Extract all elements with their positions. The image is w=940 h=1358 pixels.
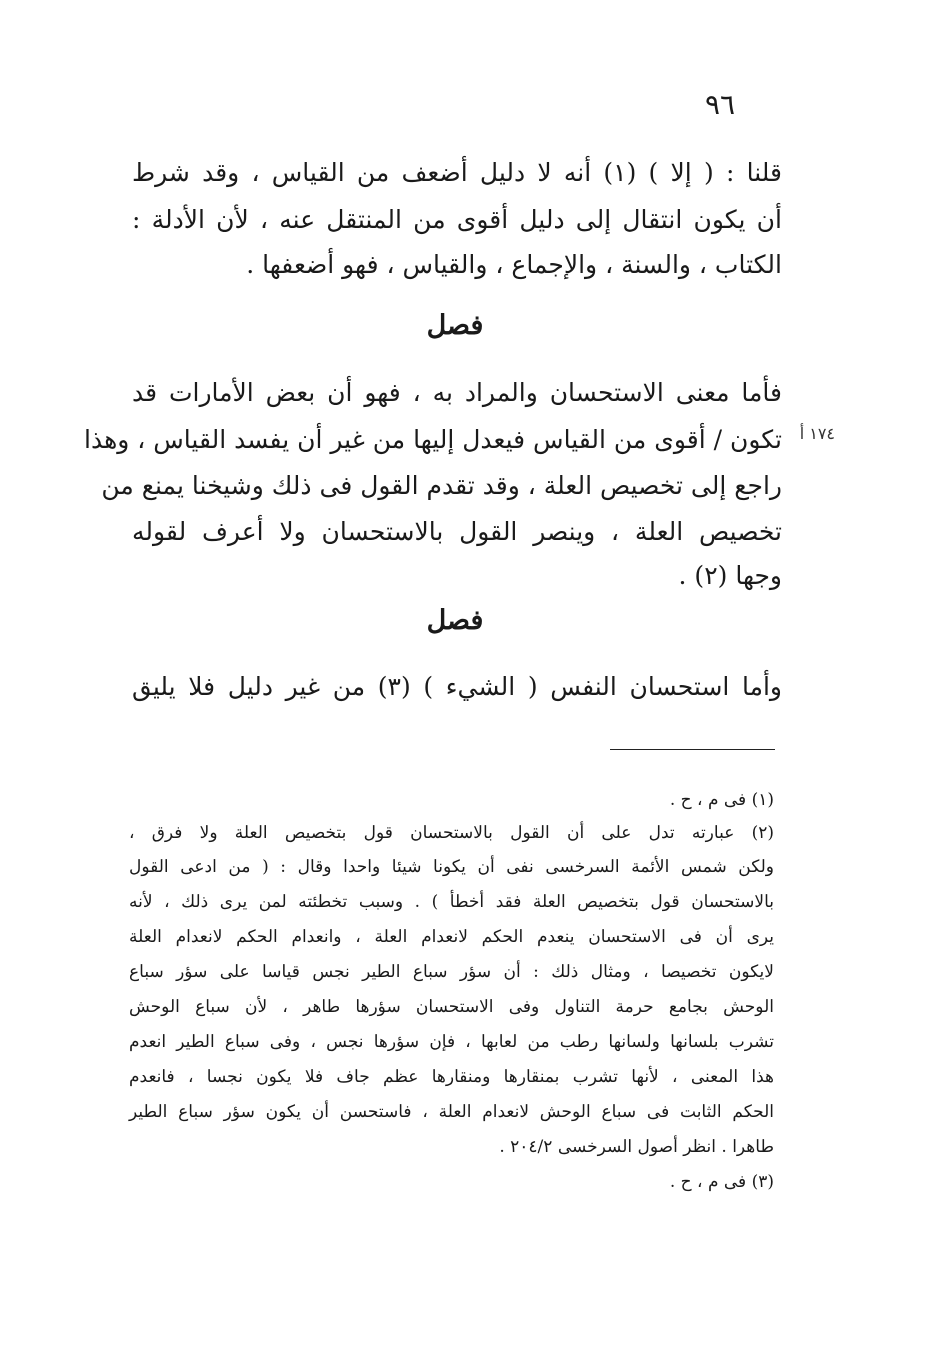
text-line: الكتاب ، والسنة ، والإجماع ، والقياس ، فهو أضعفها . xyxy=(246,250,782,279)
text-line: راجع إلى تخصيص العلة ، وقد تقدم القول فى ذلك وشيخنا يمنع من xyxy=(101,471,782,500)
footnote-line: هذا المعنى ، لأنها تشرب بمنقارها ومنقارها عظم جاف فلا يكون نجسا ، فانعدم xyxy=(129,1067,774,1087)
footnote-line: (١) فى م ، ح . xyxy=(669,790,774,810)
text-line: أن يكون انتقال إلى دليل أقوى من المنتقل عنه ، لأن الأدلة : xyxy=(132,205,782,234)
footnote-line: يرى أن فى الاستحسان ينعدم الحكم لانعدام العلة ، وانعدام الحكم لانعدام العلة xyxy=(129,927,774,947)
section-heading: فصل xyxy=(426,310,484,341)
footnote-line: ولكن شمس الأئمة السرخسى نفى أن يكونا شيئا واحدا وقال : ( من ادعى القول xyxy=(129,857,774,877)
section-heading: فصل xyxy=(426,605,484,636)
footnote-separator xyxy=(610,749,775,750)
footnote-line: الحكم الثابت فى سباع الوحش لانعدام العلة ، فاستحسن أن يكون سؤر سباع الطير xyxy=(129,1102,774,1122)
text-line: تكون / أقوى من القياس فيعدل إليها من غير أن يفسد القياس ، وهذا xyxy=(84,425,782,454)
text-line: فأما معنى الاستحسان والمراد به ، فهو أن بعض الأمارات قد xyxy=(132,378,782,407)
footnote-line: الوحش بجامع حرمة التناول وفى الاستحسان سؤرها طاهر ، لأن سباع الوحش xyxy=(129,997,774,1017)
margin-folio-note: ١٧٤ أ xyxy=(799,424,835,443)
text-line: وجها (٢) . xyxy=(678,561,782,590)
page-number: ٩٦ xyxy=(704,88,736,121)
text-line: تخصيص العلة ، وينصر القول بالاستحسان ولا أعرف لقوله xyxy=(132,517,782,546)
footnote-line: تشرب بلسانها ولسانها رطب من لعابها ، فإن سؤرها نجس ، وفى سباع الطير انعدم xyxy=(129,1032,774,1052)
text-line: قلنا : ( إلا ) (١) أنه لا دليل أضعف من القياس ، وقد شرط xyxy=(132,158,782,187)
footnote-line: (٢) عبارته تدل على أن القول بالاستحسان قول بتخصيص العلة ولا فرق ، xyxy=(129,823,774,843)
footnote-line: لايكون تخصيصا ، ومثال ذلك : أن سؤر سباع الطير نجس قياسا على سؤر سباع xyxy=(129,962,774,982)
text-line: وأما استحسان النفس ( الشيء ) (٣) من غير دليل فلا يليق xyxy=(132,672,783,701)
footnote-line: (٣) فى م ، ح . xyxy=(669,1172,774,1192)
footnote-line: طاهرا . انظر أصول السرخسى ٢٠٤/٢ . xyxy=(499,1137,774,1157)
footnote-line: بالاستحسان قول بتخصيص العلة فقد أخطأ ) . وسبب تخطئته لمن يرى ذلك ، لأنه xyxy=(129,892,774,912)
